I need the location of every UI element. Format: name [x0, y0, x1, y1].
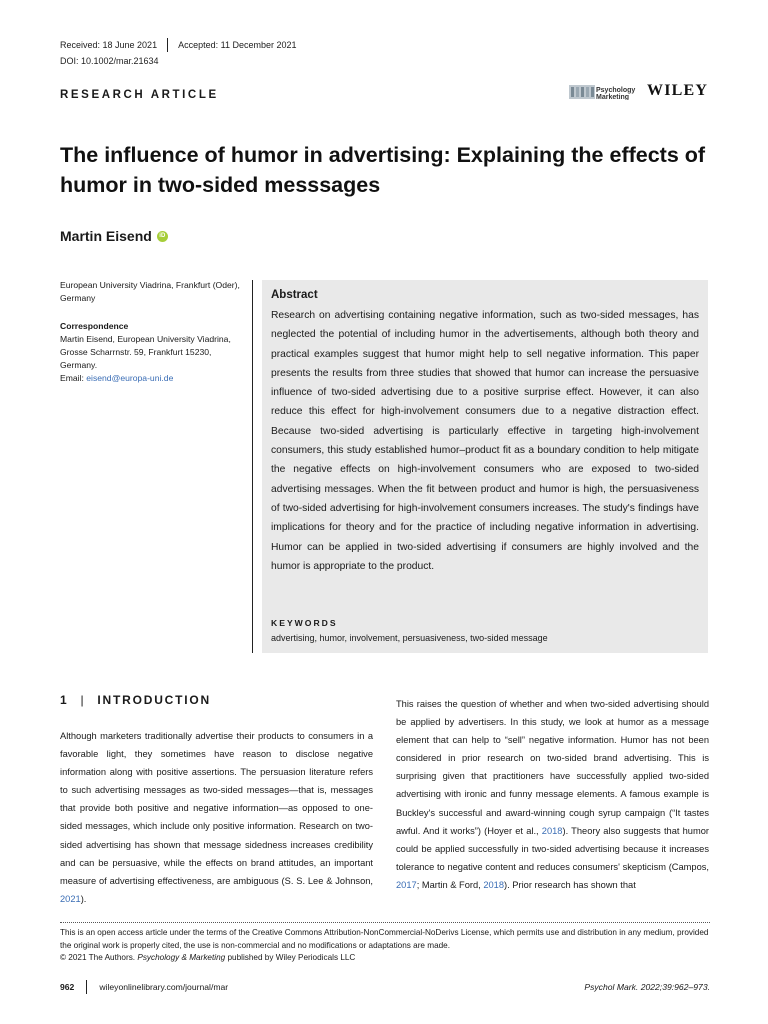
correspondence-line: Grosse Scharrnstr. 59, Frankfurt 15230, [60, 347, 212, 357]
section-number: 1 [60, 693, 69, 707]
article-dates [60, 38, 296, 52]
author-name[interactable]: Martin Eisend [60, 228, 152, 244]
email-label: Email: [60, 373, 87, 383]
body-column-right [396, 695, 709, 894]
correspondence [60, 320, 250, 385]
keywords-heading: KEYWORDS [271, 618, 338, 628]
article-title: The influence of humor in advertising: Explaining the effects of humor in two-sided messsages [60, 143, 706, 197]
body-text: ; Martin & Ford, [416, 879, 484, 890]
copyright-text: published by Wiley Periodicals LLC [225, 953, 356, 962]
citation-link[interactable]: 2018 [483, 879, 505, 890]
accepted-date: Accepted: 11 December 2021 [178, 40, 297, 50]
svg-text:Psychology: Psychology [596, 87, 636, 94]
section-heading [60, 693, 211, 707]
publisher-logos [569, 82, 708, 100]
email-line [60, 372, 250, 385]
copyright-line [60, 952, 710, 965]
svg-text:Marketing: Marketing [596, 94, 630, 100]
author [60, 228, 168, 244]
orcid-icon[interactable]: iD [157, 231, 168, 242]
correspondence-label: Correspondence [60, 321, 129, 331]
journal-citation: Psychol Mark. 2022;39:962–973. [584, 982, 710, 992]
body-text: ). [80, 893, 87, 904]
doi[interactable]: DOI: 10.1002/mar.21634 [60, 56, 159, 66]
divider [167, 38, 168, 52]
affiliation: European University Viadrina, Frankfurt (Oder), Germany [60, 280, 240, 303]
page-number: 962 [60, 982, 75, 992]
email-link[interactable]: eisend@europa-uni.de [86, 373, 174, 383]
license-divider [60, 922, 710, 923]
divider [86, 980, 87, 994]
citation-link[interactable]: 2017 [396, 879, 417, 890]
section-title: INTRODUCTION [97, 693, 211, 707]
correspondence-line: Martin Eisend, European University Viadrina, [60, 334, 231, 344]
body-text: This raises the question of whether and when two-sided advertising should be applied by advertisers. In this study, we look at humor as a message element that can help to “sell” negative information. Humor has not been considered in prior research on two-sided brand advertising. This is surprising given that practitioners have successfully applied two-sided advertising with ironic and funny message elements. A famous example is Buckley's successful and award-winning cough syrup campaign (“It tastes awful. And it works”) (Hoyer et al., [396, 699, 709, 836]
journal-logo [569, 82, 641, 100]
journal-name: Psychology & Marketing [137, 953, 226, 962]
body-column-left [60, 727, 373, 908]
body-text: ). Prior research has shown that [504, 879, 636, 890]
section-divider: | [80, 693, 86, 707]
copyright-text: © 2021 The Authors. [60, 953, 138, 962]
correspondence-line: Germany. [60, 360, 98, 370]
publisher-logo: WILEY [647, 82, 709, 99]
keywords-text: advertising, humor, involvement, persuasiveness, two-sided message [271, 633, 548, 643]
body-text: Although marketers traditionally advertise their products to consumers in a favorable light, they sometimes have reason to disclose negative information along with positive assertions. The persuasion literature refers to such advertising messages as two-sided messages—that is, messages that provide both positive and negative information—as opposed to one-sided messages, which include only positive information. Research on two-sided advertising has shown that message sidedness increases credibility and can be persuasive, while the effects on brand attitudes, an important measure of advertising effectiveness, are ambiguous (S. S. Lee & Johnson, [60, 731, 373, 886]
journal-url[interactable]: wileyonlinelibrary.com/journal/mar [99, 982, 229, 992]
citation-link[interactable]: 2021 [60, 893, 81, 904]
body-text: ). Theory also suggests that humor could be applied successfully in two-sided advertising because it increases tolerance to negative content and reduces consumers' skepticism (Campos, [396, 825, 709, 872]
license-notice [60, 927, 710, 965]
received-date: Received: 18 June 2021 [60, 40, 158, 50]
citation-link[interactable]: 2018 [541, 825, 563, 836]
abstract-divider [252, 280, 253, 653]
article-type: RESEARCH ARTICLE [60, 89, 219, 101]
license-text: This is an open access article under the terms of the Creative Commons Attribution-NonCommercial-NoDerivs License, which permits use and distribution in any medium, provided the original work is properly cited, the use is non-commercial and no modifications or adaptations are made. [60, 928, 709, 950]
abstract-heading: Abstract [271, 289, 318, 301]
abstract-text: Research on advertising containing negative information, such as two-sided messages, has neglected the potential of including humor in the advertisements, although both theory and practical examples suggest that humor might help to sell negative information. This paper presents the results from three studies that showed that humor can increase the persuasive influence of two-sided advertising due to a positive surprise effect. However, it can also reduce this effect for high-involvement consumers due to a negative distraction effect. Because two-sided advertising is particularly effective in targeting high-involvement consumers, this study established humor–product fit as a boundary condition to help mitigate the negative effects on high-involvement consumers who are exposed to two-sided advertising messages. When the fit between product and humor is high, the persuasiveness of two-sided advertising for high-involvement consumers increases. The study's findings have implications for theory and for the practice of including negative information in advertising. Humor can be applied in two-sided advertising if consumers are highly involved and the humor is appropriate to the product. [271, 310, 699, 572]
page-footer [60, 980, 710, 994]
